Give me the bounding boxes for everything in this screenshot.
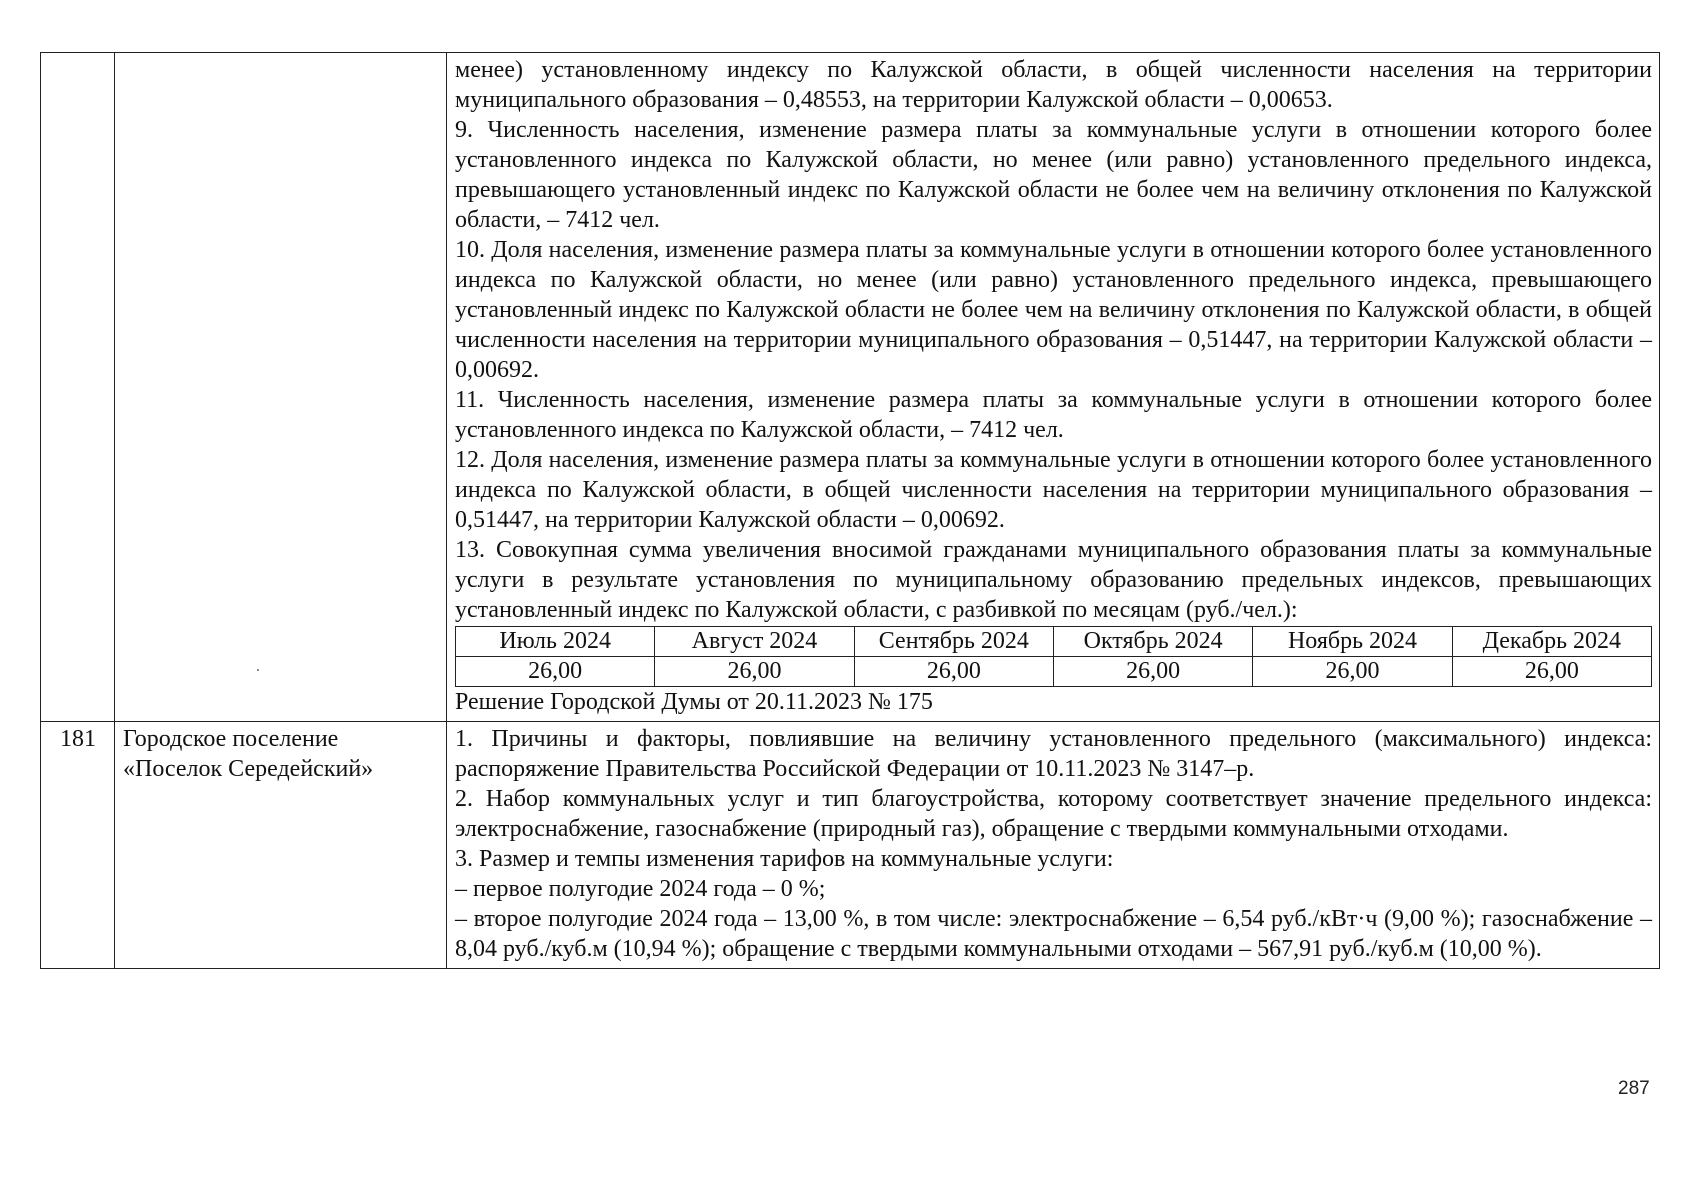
month-header: Июль 2024 xyxy=(456,627,655,657)
paragraph: 13. Совокупная сумма увеличения вносимой гражданами муниципального образования платы за коммунальные услуги в результате установления по муниципальному образованию предельных индексов, превышающих установленный индекс по Калужской области, с разбивкой по месяцам (руб./чел.): xyxy=(455,537,1652,623)
municipality-cell xyxy=(115,53,447,722)
month-value: 26,00 xyxy=(1253,657,1452,687)
month-value: 26,00 xyxy=(456,657,655,687)
month-value: 26,00 xyxy=(655,657,854,687)
monthly-increase-table xyxy=(455,626,1652,687)
paragraph: – второе полугодие 2024 года – 13,00 %, в том числе: электроснабжение – 6,54 руб./кВт·ч (9,00 %); газоснабжение – 8,04 руб./куб.м (10,94 %); обращение с твердыми коммунальными отходами – 567,91 руб./куб.м (10,00 %). xyxy=(455,906,1652,962)
month-header: Декабрь 2024 xyxy=(1452,627,1651,657)
description-cell xyxy=(447,53,1660,722)
paragraph: 12. Доля населения, изменение размера платы за коммунальные услуги в отношении которого более установленного индекса по Калужской области, в общей численности населения на территории муниципального образования – 0,51447, на территории Калужской области – 0,00692. xyxy=(455,447,1652,533)
paragraph: 11. Численность населения, изменение размера платы за коммунальные услуги в отношении которого более установленного индекса по Калужской области, – 7412 чел. xyxy=(455,387,1652,443)
month-header: Сентябрь 2024 xyxy=(854,627,1053,657)
decision-reference: Решение Городской Думы от 20.11.2023 № 175 xyxy=(455,689,933,715)
month-value: 26,00 xyxy=(1452,657,1651,687)
description-cell xyxy=(447,722,1660,969)
month-header: Октябрь 2024 xyxy=(1053,627,1252,657)
paragraph: 9. Численность населения, изменение размера платы за коммунальные услуги в отношении которого более установленного индекса по Калужской области, но менее (или равно) установленного предельного индекса, превышающего установленный индекс по Калужской области не более чем на величину отклонения по Калужской области, – 7412 чел. xyxy=(455,117,1652,233)
paragraph: 10. Доля населения, изменение размера платы за коммунальные услуги в отношении которого более установленного индекса по Калужской области, но менее (или равно) установленного предельного индекса, превышающего установленный индекс по Калужской области не более чем на величину отклонения по Калужской области, в общей численности населения на территории муниципального образования – 0,51447, на территории Калужской области – 0,00692. xyxy=(455,237,1652,383)
data-table xyxy=(40,52,1660,969)
month-header: Ноябрь 2024 xyxy=(1253,627,1452,657)
table-row xyxy=(41,53,1660,722)
paragraph: 2. Набор коммунальных услуг и тип благоустройства, которому соответствует значение предельного индекса: электроснабжение, газоснабжение (природный газ), обращение с твердыми коммунальными отходами. xyxy=(455,786,1652,842)
months-header-row xyxy=(456,627,1652,657)
scan-speck xyxy=(257,669,259,671)
month-header: Август 2024 xyxy=(655,627,854,657)
values-row xyxy=(456,657,1652,687)
row-number: 181 xyxy=(41,722,115,969)
month-value: 26,00 xyxy=(854,657,1053,687)
month-value: 26,00 xyxy=(1053,657,1252,687)
paragraph: – первое полугодие 2024 года – 0 %; xyxy=(455,876,826,902)
paragraph: 3. Размер и темпы изменения тарифов на коммунальные услуги: xyxy=(455,846,1114,872)
municipality-name-line: «Поселок Середейский» xyxy=(123,756,374,782)
table-row xyxy=(41,722,1660,969)
municipality-cell xyxy=(115,722,447,969)
page-number: 287 xyxy=(1618,1078,1650,1099)
paragraph: менее) установленному индексу по Калужской области, в общей численности населения на территории муниципального образования – 0,48553, на территории Калужской области – 0,00653. xyxy=(455,57,1652,113)
paragraph: 1. Причины и факторы, повлиявшие на величину установленного предельного (максимального) индекса: распоряжение Правительства Российской Федерации от 10.11.2023 № 3147–р. xyxy=(455,726,1652,782)
row-number-cell xyxy=(41,53,115,722)
municipality-name-line: Городское поселение xyxy=(123,726,339,752)
